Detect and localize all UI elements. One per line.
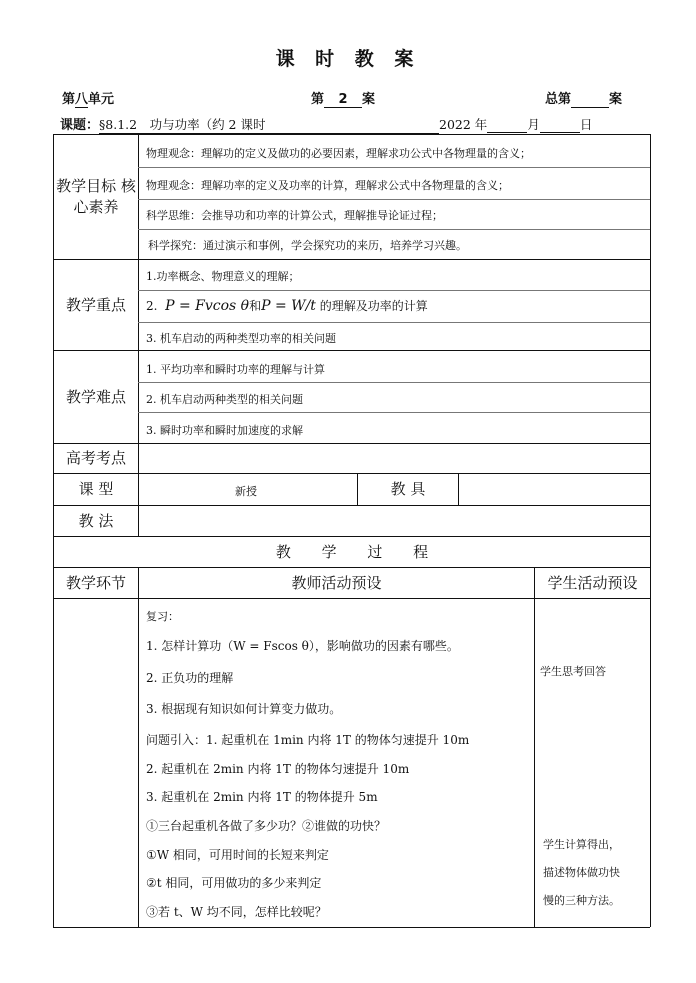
obj-sep-3 xyxy=(138,229,650,230)
teacher-line: 复习： xyxy=(146,610,179,623)
key-point-rest: 的理解及功率的计算 xyxy=(319,299,428,313)
teacher-line: 2. 正负功的理解 xyxy=(146,671,234,685)
lesson-suffix: 案 xyxy=(362,92,376,107)
table-border-right xyxy=(650,134,651,927)
student-line: 学生计算得出， xyxy=(543,838,620,851)
exam-points-label: 高考考点 xyxy=(65,449,126,467)
teacher-line: ②t 相同，可用做功的多少来判定 xyxy=(146,876,322,890)
unit-prefix: 第 xyxy=(62,92,76,107)
student-line: 学生思考回答 xyxy=(540,665,606,678)
process-title: 教 学 过 程 xyxy=(275,542,429,561)
tools-label: 教 具 xyxy=(390,480,426,498)
key-point-and: 和 xyxy=(249,299,262,313)
teacher-line: 3. 起重机在 2min 内将 1T 的物体提升 5m xyxy=(146,790,378,804)
topic-line xyxy=(60,114,640,134)
topic-month: 月 xyxy=(527,117,540,132)
type-col-divider-2 xyxy=(458,473,459,505)
lesson-number: 2 xyxy=(324,92,362,108)
teacher-line: 问题引入：1. 起重机在 1min 内将 1T 的物体匀速提升 10m xyxy=(146,733,470,747)
teacher-line: ③若 t、W 均不同，怎样比较呢？ xyxy=(146,905,327,919)
total-blank xyxy=(571,92,609,108)
row-sep-process-header xyxy=(53,598,650,599)
lesson-label xyxy=(311,88,375,108)
table-border-top xyxy=(53,134,650,135)
teacher-line: 3. 根据现有知识如何计算变力做功。 xyxy=(146,702,342,716)
key-point-item: 3. 机车启动的两种类型功率的相关问题 xyxy=(146,332,336,345)
process-col-divider-1 xyxy=(138,567,139,927)
topic-year: 2022 年 xyxy=(439,117,488,132)
obj-sep-1 xyxy=(138,167,650,168)
key-sep-1 xyxy=(138,290,650,291)
teacher-line: ①三台起重机各做了多少功？②谁做的功快？ xyxy=(146,819,387,833)
topic-label: 课题： xyxy=(60,118,100,133)
method-label: 教 法 xyxy=(78,511,114,530)
obj-sep-2 xyxy=(138,199,650,200)
key-point-num: 2. xyxy=(146,299,158,313)
unit-label xyxy=(62,88,114,108)
teacher-line: 1. 怎样计算功（W = Fscos θ），影响做功的因素有哪些。 xyxy=(146,639,459,653)
objective-item: 科学探究：通过演示和事例，学会探究功的来历，培养学习兴趣。 xyxy=(148,239,467,252)
lesson-type-label: 课 型 xyxy=(78,480,114,498)
lesson-type-value: 新授 xyxy=(235,485,257,498)
process-col-teacher: 教师活动预设 xyxy=(291,573,382,592)
objective-item: 物理观念：理解功率的定义及功率的计算，理解求公式中各物理量的含义； xyxy=(146,179,509,192)
row-sep-objectives xyxy=(53,259,650,260)
process-col-student: 学生活动预设 xyxy=(547,573,638,592)
total-prefix: 总第 xyxy=(545,92,572,107)
teacher-line: 2. 起重机在 2min 内将 1T 的物体匀速提升 10m xyxy=(146,762,410,776)
difficulty-item: 2. 机车启动两种类型的相关问题 xyxy=(146,393,303,406)
key-point-item-2 xyxy=(146,297,428,314)
unit-suffix: 单元 xyxy=(88,92,115,107)
row-sep-exam xyxy=(53,473,650,474)
day-blank xyxy=(540,117,580,133)
diff-sep-1 xyxy=(138,382,650,383)
topic-value: §8.1.2 功与功率（约 2 课时 xyxy=(99,115,439,134)
label-col-divider xyxy=(138,134,139,536)
key-points-label: 教学重点 xyxy=(65,295,126,314)
diff-sep-2 xyxy=(138,412,650,413)
lesson-prefix: 第 xyxy=(311,92,325,107)
row-sep-keypoints xyxy=(53,350,650,351)
objective-item: 科学思维：会推导功和功率的计算公式，理解推导论证过程； xyxy=(146,209,443,222)
key-point-item: 1.功率概念、物理意义的理解； xyxy=(146,270,300,283)
process-col-divider-2 xyxy=(534,567,535,927)
objective-item: 物理观念：理解功的定义及做功的必要因素，理解求功公式中各物理量的含义； xyxy=(146,147,531,160)
row-sep-type xyxy=(53,505,650,506)
total-suffix: 案 xyxy=(609,92,623,107)
key-sep-2 xyxy=(138,322,650,323)
power-formula-2: P = W/t xyxy=(261,298,316,314)
power-formula-1: P = Fvcos θ xyxy=(165,298,250,314)
difficulties-label: 教学难点 xyxy=(65,387,126,406)
table-border-bottom xyxy=(53,927,650,928)
unit-number: 八 xyxy=(75,88,88,108)
page-title: 课 时 教 案 xyxy=(275,48,421,70)
student-line: 慢的三种方法。 xyxy=(543,894,620,907)
month-blank xyxy=(487,117,527,133)
student-line: 描述物体做功快 xyxy=(543,866,620,879)
row-sep-difficulties xyxy=(53,443,650,444)
difficulty-item: 1. 平均功率和瞬时功率的理解与计算 xyxy=(146,363,325,376)
process-col-stage: 教学环节 xyxy=(65,573,126,592)
teacher-line: ①W 相同，可用时间的长短来判定 xyxy=(146,848,329,862)
objectives-label: 教学目标 核心素养 xyxy=(56,177,136,216)
total-label xyxy=(545,88,622,108)
topic-day: 日 xyxy=(579,117,593,132)
difficulty-item: 3. 瞬时功率和瞬时加速度的求解 xyxy=(146,424,303,437)
